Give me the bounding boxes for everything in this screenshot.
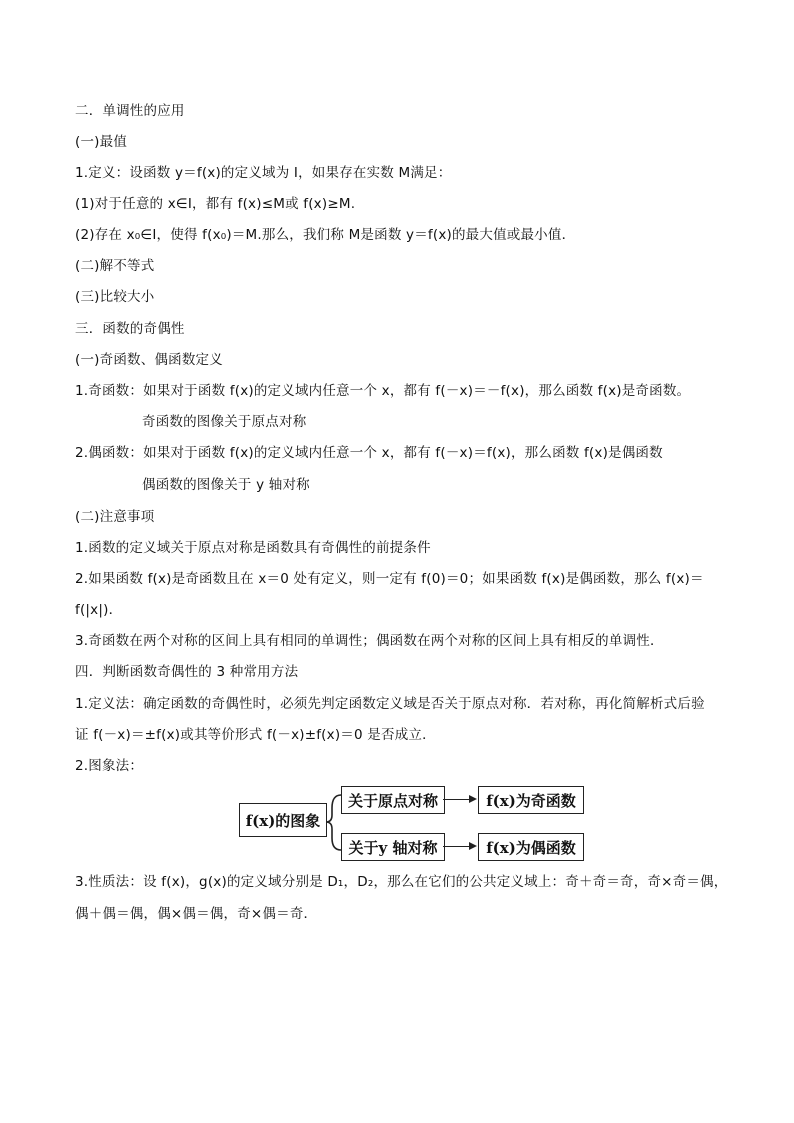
even-function-definition: 2.偶函数：如果对于函数 f(x)的定义域内任意一个 x，都有 f(－x)＝f(x)，那么函数 f(x)是偶函数 bbox=[75, 445, 663, 461]
method-1-line-1: 1.定义法：确定函数的奇偶性时，必须先判定函数定义域是否关于原点对称．若对称，再化简解析式后验 bbox=[75, 696, 705, 712]
subheading-notes: (二)注意事项 bbox=[75, 509, 155, 525]
definition-condition-1: (1)对于任意的 x∈I，都有 f(x)≤M或 f(x)≥M. bbox=[75, 196, 356, 212]
arrow-top-line bbox=[443, 799, 471, 800]
odd-function-definition: 1.奇函数：如果对于函数 f(x)的定义域内任意一个 x，都有 f(－x)＝－f(x)，那么函数 f(x)是奇函数。 bbox=[75, 383, 691, 399]
odd-function-symmetry: 奇函数的图像关于原点对称 bbox=[142, 414, 307, 430]
diagram-source-box: f(x)的图象 bbox=[239, 803, 327, 837]
definition-condition-2: (2)存在 x₀∈I，使得 f(x₀)＝M.那么，我们称 M是函数 y＝f(x)的最大值或最小值． bbox=[75, 227, 576, 243]
arrow-bottom-head bbox=[469, 842, 477, 850]
arrow-bottom-line bbox=[443, 846, 471, 847]
note-2-line-1: 2.如果函数 f(x)是奇函数且在 x＝0 处有定义，则一定有 f(0)＝0；如果函数 f(x)是偶函数，那么 f(x)＝ bbox=[75, 571, 704, 587]
note-1: 1.函数的定义域关于原点对称是函数具有奇偶性的前提条件 bbox=[75, 540, 431, 556]
method-3-line-2: 偶＋偶＝偶，偶×偶＝偶，奇×偶＝奇． bbox=[75, 906, 318, 922]
method-1-line-2: 证 f(－x)＝±f(x)或其等价形式 f(－x)±f(x)＝0 是否成立． bbox=[75, 727, 436, 743]
diagram-branch-top: 关于原点对称 bbox=[341, 786, 445, 814]
subheading-extreme-value: (一)最值 bbox=[75, 134, 128, 150]
note-3: 3.奇函数在两个对称的区间上具有相同的单调性；偶函数在两个对称的区间上具有相反的单调性． bbox=[75, 633, 664, 649]
even-function-symmetry: 偶函数的图像关于 y 轴对称 bbox=[142, 477, 310, 493]
diagram-result-odd: f(x)为奇函数 bbox=[478, 786, 584, 814]
method-3-line-1: 3.性质法：设 f(x)，g(x)的定义域分别是 D₁，D₂，那么在它们的公共定义域上：奇＋奇＝奇，奇×奇＝偶， bbox=[75, 874, 728, 890]
method-2: 2.图象法： bbox=[75, 758, 144, 774]
subheading-odd-even-definition: (一)奇函数、偶函数定义 bbox=[75, 352, 223, 368]
section-heading-monotonic-application: 二．单调性的应用 bbox=[75, 103, 185, 119]
arrow-top-head bbox=[469, 795, 477, 803]
section-heading-parity: 三．函数的奇偶性 bbox=[75, 321, 185, 337]
subheading-compare: (三)比较大小 bbox=[75, 289, 155, 305]
parity-graph-diagram bbox=[237, 784, 587, 860]
definition-line: 1.定义：设函数 y＝f(x)的定义域为 I，如果存在实数 M满足： bbox=[75, 165, 452, 181]
note-2-line-2: f(|x|)． bbox=[75, 602, 123, 618]
diagram-branch-bottom: 关于y 轴对称 bbox=[341, 833, 445, 861]
section-heading-methods: 四．判断函数奇偶性的 3 种常用方法 bbox=[75, 664, 299, 680]
subheading-inequality: (二)解不等式 bbox=[75, 258, 155, 274]
diagram-result-even: f(x)为偶函数 bbox=[478, 833, 584, 861]
